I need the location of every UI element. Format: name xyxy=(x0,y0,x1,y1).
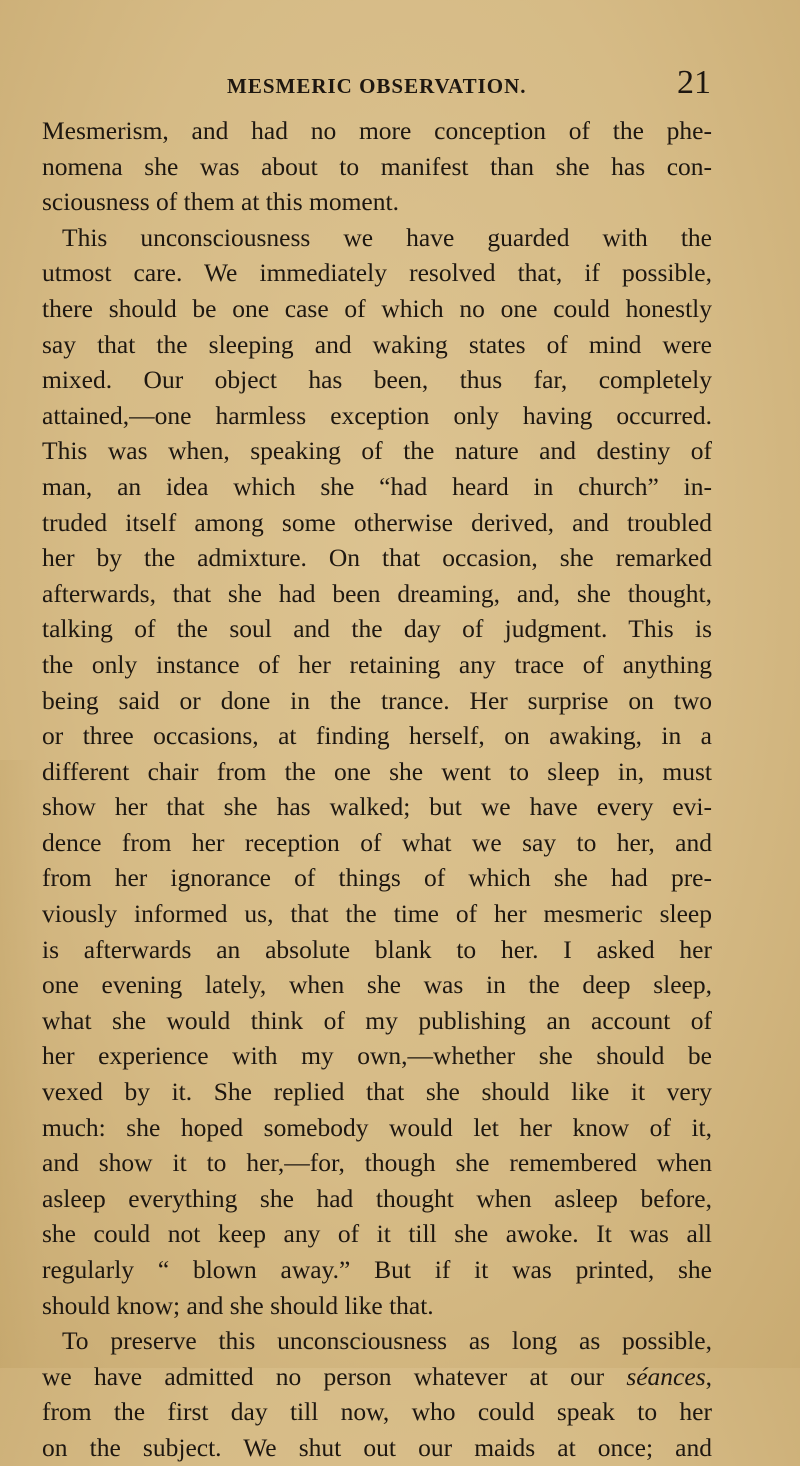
text-line: or three occasions, at finding herself, on awaking, in a xyxy=(42,721,712,751)
text-line: viously informed us, that the time of her mesmeric sleep xyxy=(42,899,712,929)
text-line: show her that she has walked; but we have every evi- xyxy=(42,792,712,822)
text-line: we have admitted no person whatever at our séances, xyxy=(42,1361,712,1391)
text-line: utmost care. We immediately resolved that, if possible, xyxy=(42,258,712,288)
text-line: should know; and she should like that. xyxy=(42,1290,434,1320)
running-head: MESMERIC OBSERVATION. xyxy=(227,74,527,98)
page-number: 21 xyxy=(677,64,711,101)
text-line: To preserve this unconsciousness as long as possible, xyxy=(62,1326,712,1356)
text-line: what she would think of my publishing an account of xyxy=(42,1005,712,1035)
text-line: on the subject. We shut out our maids at once; and xyxy=(42,1432,712,1462)
text-line: the only instance of her retaining any trace of anything xyxy=(42,649,712,679)
text-line: she could not keep any of it till she awoke. It was all xyxy=(42,1219,712,1249)
text-line: her experience with my own,—whether she should be xyxy=(42,1041,712,1071)
text-line: regularly “ blown away.” But if it was printed, she xyxy=(42,1255,712,1284)
text-line: her by the admixture. On that occasion, she remarked xyxy=(42,543,712,573)
text-line: mixed. Our object has been, thus far, completely xyxy=(42,365,712,395)
text-line: from her ignorance of things of which she had pre- xyxy=(42,863,712,893)
text-line: from the first day till now, who could speak to her xyxy=(42,1397,712,1427)
text-line: This unconsciousness we have guarded with the xyxy=(62,222,712,252)
body-text xyxy=(42,113,712,1466)
page-edge-shading xyxy=(0,760,40,1368)
text-line: is afterwards an absolute blank to her. I asked her xyxy=(42,934,712,964)
text-line: being said or done in the trance. Her surprise on two xyxy=(42,685,712,715)
text-line: talking of the soul and the day of judgment. This is xyxy=(42,614,712,644)
text-line: much: she hoped somebody would let her know of it, xyxy=(42,1112,712,1142)
text-line: nomena she was about to manifest than she has con- xyxy=(42,151,712,181)
text-line: there should be one case of which no one could honestly xyxy=(42,293,712,323)
text-line: one evening lately, when she was in the deep sleep, xyxy=(42,970,712,1000)
text-line: sciousness of them at this moment. xyxy=(42,187,399,217)
text-line: and show it to her,—for, though she remembered when xyxy=(42,1148,712,1178)
text-line: Mesmerism, and had no more conception of the phe- xyxy=(42,116,712,145)
text-line: vexed by it. She replied that she should like it very xyxy=(42,1077,712,1107)
text-line: man, an idea which she “had heard in church” in- xyxy=(42,471,712,501)
text-line: afterwards, that she had been dreaming, and, she thought, xyxy=(42,578,712,608)
page-header xyxy=(0,64,800,108)
text-line: truded itself among some otherwise derived, and troubled xyxy=(42,507,712,537)
text-line: dence from her reception of what we say to her, and xyxy=(42,827,712,857)
text-line: different chair from the one she went to sleep in, must xyxy=(42,756,712,786)
text-line: say that the sleeping and waking states of mind were xyxy=(42,329,712,359)
text-line: attained,—one harmless exception only having occurred. xyxy=(42,400,712,430)
text-line: This was when, speaking of the nature and destiny of xyxy=(42,436,712,466)
text-line: asleep everything she had thought when asleep before, xyxy=(42,1183,712,1213)
